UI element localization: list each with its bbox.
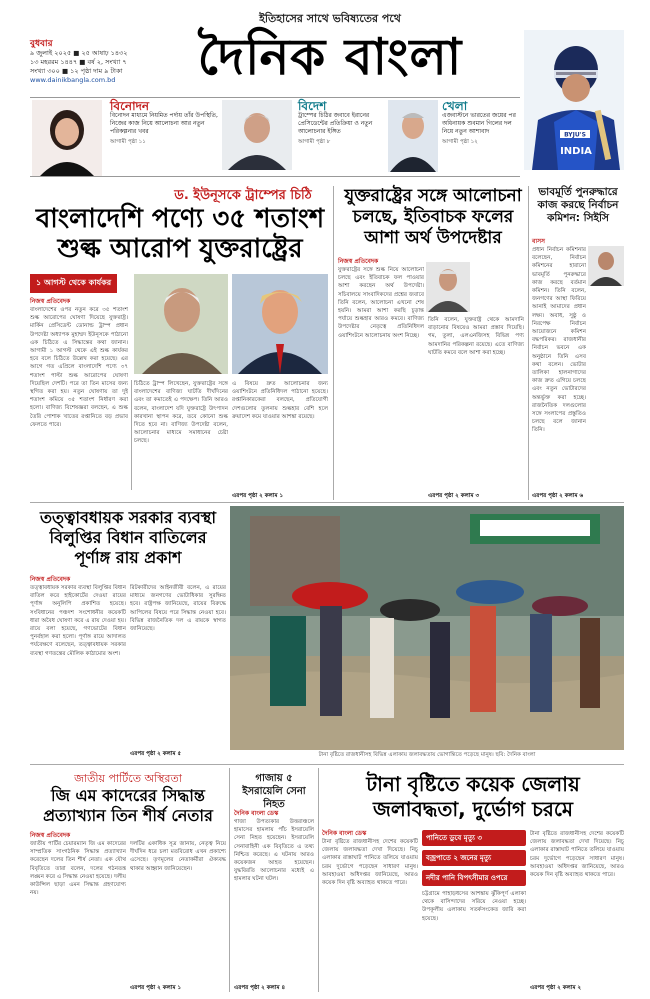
effective-date-tag: ১ আগস্ট থেকে কার্যকর [30,274,117,293]
rain-bullets [422,830,526,886]
actress-photo[interactable] [32,100,102,176]
section-rule [318,768,319,992]
rain-bullet: নদীর পানি বিপৎসীমার ওপরে [422,870,526,886]
section-rule [528,186,529,500]
trump-photo[interactable] [232,274,328,374]
lead-col-1: বাংলাদেশের ওপর নতুন করে ৩৫ শতাংশ শুল্ক আরোপের ঘোষণা দিয়েছে যুক্তরাষ্ট্র। মার্কিন প্রেসিডেন্ট ডোনাল্ড ট্রাম্প প্রধান উপদেষ্টা অধ্যাপক মুহাম্মদ ইউনূসকে পাঠানো এক চিঠিতে এ সিদ্ধান্তের কথা জানান। আগামী ১ আগস্ট থেকে এই শুল্ক কার্যকর হবে বলে চিঠিতে উল্লেখ করা হয়েছে। এর আগে গত এপ্রিলে বাংলাদেশি পণ্যে ৩৭ শতাংশ পাল্টা শুল্ক আরোপের ঘোষণা দিয়েছিল দেশটি। পরে তা তিন মাসের জন্য স্থগিত করা হয়। নতুন ঘোষণায় তা দুই শতাংশ কমিয়ে ৩৫ শতাংশ নির্ধারণ করা হলো। বাণিজ্য বিশেষজ্ঞরা বলছেন, এ শুল্ক তৈরি পোশাক খাতের রপ্তানিতে বড় প্রভাব ফেলতে পারে। [30,307,128,428]
tagline: ইতিহাসের সাথে ভবিষ্যতের পথে [259,12,401,25]
rain-col-1: টানা বৃষ্টিতে রাজধানীসহ দেশের কয়েকটি জেলায় জলাবদ্ধতা দেখা দিয়েছে। নিচু এলাকার রাস্তাঘাট পানিতে তলিয়ে যাওয়ায় চরম দুর্ভোগে পড়েছেন সাধারণ মানুষ। আবহাওয়া অধিদপ্তর জানিয়েছে, আরও কয়েক দিন বৃষ্টি অব্যাহত থাকতে পারে। [322,839,418,887]
caretaker-col-1: তত্ত্বাবধায়ক সরকার ব্যবস্থা বিলুপ্তির বিধান বাতিল করে হাইকোর্টের দেওয়া রায়ের পূর্ণাঙ্গ অনুলিপি প্রকাশিত হয়েছে। সংবিধানের পঞ্চদশ সংশোধনীর কয়েকটি ধারা অবৈধ ঘোষণা করে এ রায় দেওয়া হয়। রায়ে বলা হয়েছে, গণভোটের বিধান পুনর্বহাল করা হলো। পূর্ণাঙ্গ রায়ে আদালত পর্যবেক্ষণে বলেছেন, তত্ত্বাবধায়ক সরকার ব্যবস্থা গণতন্ত্রের মৌলিক কাঠামোর অংশ। [30,585,126,657]
rain-continue[interactable]: এরপর পৃষ্ঠা ২ কলাম ২ [530,985,582,991]
lead-byline: নিজস্ব প্রতিবেদক [30,298,71,305]
second-headline-line1: যুক্তরাষ্ট্রের সঙ্গে আলোচনা [344,186,522,206]
caretaker-headline-line1: তত্ত্বাবধায়ক সরকার ব্যবস্থা [40,508,216,527]
jp-col-2: দলটির একাধিক সূত্র জানায়, নেতৃত্ব নিয়ে দীর্ঘদিন ধরে চলা মতবিরোধ এখন প্রকাশ্যে এসেছে। তৃণমূলের নেতাকর্মীরা ঐক্যবদ্ধ থাকার আহ্বান জানিয়েছেন। [130,841,226,872]
ec-headline[interactable]: ভাবমূর্তি পুনরুদ্ধারে কাজ করছে নির্বাচন কমিশন: সিইসি [537,186,619,224]
column-rule [131,380,132,490]
strip-caption: আগামী পৃষ্ঠা ১১ [110,139,146,145]
strip-text: বিনোদন মাধ্যমে নিয়মিত পর্দায় তাঁর উপস্থিতি, নিজের কাজ নিয়ে আলোচনা আর নতুন পরিকল্পনার খবর [110,112,218,135]
president-photo[interactable] [222,100,292,170]
ec-col: প্রধান নির্বাচন কমিশনার বলেছেন, নির্বাচন কমিশনের হারানো ভাবমূর্তি পুনরুদ্ধারে কাজ করছে বর্তমান কমিশন। তিনি বলেন, জনগণের আস্থা ফিরিয়ে আনাই আমাদের প্রধান লক্ষ্য। অবাধ, সুষ্ঠু ও নিরপেক্ষ নির্বাচন আয়োজনে কমিশন বদ্ধপরিকর। রাজধানীর নির্বাচন ভবনে এক অনুষ্ঠানে তিনি এসব কথা বলেন। ভোটার তালিকা হালনাগাদের কাজ দ্রুত এগিয়ে চলছে এবং নতুন ভোটারদের অন্তর্ভুক্ত করা হচ্ছে। রাজনৈতিক দলগুলোর সঙ্গে সংলাপের প্রস্তুতিও চলছে বলে জানান তিনি। [532,247,586,434]
second-byline: নিজস্ব প্রতিবেদক [338,258,379,265]
second-continue[interactable]: এরপর পৃষ্ঠা ২ কলাম ৩ [428,493,480,499]
rain-headline-line2: জলাবদ্ধতা, দুর্ভোগ চরমে [372,797,573,821]
second-col-2: তিনি বলেন, যুক্তরাষ্ট্র থেকে আমদানি বাড়ানোর বিষয়েও আমরা প্রস্তাব দিয়েছি। গম, তুলা, এলএনজিসহ বিভিন্ন পণ্য আমদানির পরিকল্পনা রয়েছে। এতে বাণিজ্য ঘাটতি কমবে বলে আশা করা হচ্ছে। [428,317,524,356]
strip-kicker: খেলা [442,99,468,113]
lead-col-2: চিঠিতে ট্রাম্প লিখেছেন, যুক্তরাষ্ট্রের সঙ্গে বাংলাদেশের বাণিজ্য ঘাটতি দীর্ঘদিনের এবং তা কমাতেই এ পদক্ষেপ। তিনি আরও বলেন, বাংলাদেশ যদি যুক্তরাষ্ট্রে উৎপাদন কারখানা স্থাপন করে, তবে কোনো শুল্ক দিতে হবে না। বাণিজ্য উপদেষ্টা বলেন, আলোচনার মাধ্যমে সমাধানের চেষ্টা চলছে। [134,381,228,445]
caretaker-headline[interactable] [30,508,226,568]
jp-continue[interactable]: এরপর পৃষ্ঠা ২ কলাম ১ [130,985,182,991]
date-bangla: ৯ জুলাই ২০২৫ ■ ২৫ আষাঢ় ১৪৩২ [30,49,128,57]
advisor-photo[interactable] [426,262,470,312]
caretaker-continue[interactable]: এরপর পৃষ্ঠা ২ কলাম ৫ [130,751,182,757]
flood-photo-caption: টানা বৃষ্টিতে রাজধানীসহ বিভিন্ন এলাকায় জলাবদ্ধতায় ভোগান্তিতে পড়েছে মানুষ। ছবি: দৈনিক বাংলা [318,752,536,758]
cec-photo[interactable] [588,246,624,286]
date-hijri: ১৩ মহররম ১৪৪৭ ■ বর্ষ ২, সংখ্যা ৭ [30,58,127,66]
lead-kicker: ড. ইউনূসকে ট্রাম্পের চিঠি [174,188,312,203]
rain-headline-line1: টানা বৃষ্টিতে কয়েক জেলায় [366,772,580,796]
strip-world[interactable] [298,99,386,172]
yunus-photo[interactable] [134,274,228,374]
rain-headline[interactable] [322,772,624,822]
brand-logo: দৈনিক বাংলা [197,27,463,86]
strip-caption: আগামী পৃষ্ঠা ১২ [442,139,478,145]
strip-kicker: বিদেশ [298,99,327,113]
rain-col-3: টানা বৃষ্টিতে রাজধানীসহ দেশের কয়েকটি জেলায় জলাবদ্ধতা দেখা দিয়েছে। নিচু এলাকার রাস্তাঘাট পানিতে তলিয়ে যাওয়ায় চরম দুর্ভোগে পড়েছেন সাধারণ মানুষ। আবহাওয়া অধিদপ্তর জানিয়েছে, আরও কয়েক দিন বৃষ্টি অব্যাহত থাকতে পারে। [530,831,624,879]
second-headline-line3: আশা অর্থ উপদেষ্টার [364,228,502,248]
rain-col-2: চট্টগ্রামে পাহাড়ধসের আশঙ্কায় ঝুঁকিপূর্ণ এলাকা থেকে বাসিন্দাদের সরিয়ে নেওয়া হচ্ছে। উপকূলীয় এলাকায় সতর্কসংকেত জারি করা হয়েছে। [422,891,526,922]
section-rule [333,186,334,500]
strip-text: এজবাস্টনে ভারতের জয়ের পর অধিনায়ক শুবমান গিলের দল নিয়ে নতুন আশাবাদ [442,112,516,135]
pm-photo[interactable] [388,100,438,172]
lead-continue[interactable]: এরপর পৃষ্ঠা ২ কলাম ১ [232,493,284,499]
lead-headline[interactable] [30,204,330,264]
jp-headline-line1: জি এম কাদেরের সিদ্ধান্ত [51,786,205,805]
jp-headline-line2: প্রত্যাখ্যান তিন শীর্ষ নেতার [43,806,213,825]
cricket-player-image[interactable] [524,30,624,170]
lead-headline-line2: শুল্ক আরোপ যুক্তরাষ্ট্রের [57,234,303,264]
lead-col-3: এ বিষয়ে দ্রুত আলোচনার জন্য ওয়াশিংটনে প্রতিনিধিদল পাঠানো হয়েছে। রপ্তানিকারকেরা বলছেন, প্রতিযোগী দেশগুলোর তুলনায় শুল্কহার বেশি হলে ক্রয়াদেশ কমে যাওয়ার আশঙ্কা রয়েছে। [232,381,328,420]
section-rule [30,764,624,765]
issue-info: সংখ্যা ৩০০ ■ ১২ পৃষ্ঠা দাম ৯ টাকা [30,67,123,75]
strip-kicker: বিনোদন [110,99,150,113]
date-box [30,40,152,85]
jp-kicker: জাতীয় পার্টিতে অস্থিরতা [74,772,182,785]
flood-photo[interactable] [230,506,624,750]
section-rule [229,768,230,992]
section-rule [30,502,624,503]
jp-byline: নিজস্ব প্রতিবেদক [30,832,71,839]
gaza-col: গাজা উপত্যকার উত্তরাঞ্চলে হামাসের হামলায় পাঁচ ইসরায়েলি সেনা নিহত হয়েছেন। ইসরায়েলি সেনাবাহিনী এক বিবৃতিতে এ তথ্য নিশ্চিত করেছে। এ ঘটনায় আরও কয়েকজন আহত হয়েছেন। যুদ্ধবিরতি আলোচনার মধ্যেই এ হামলার ঘটনা ঘটল। [234,819,314,883]
caretaker-byline: নিজস্ব প্রতিবেদক [30,576,71,583]
rain-byline: দৈনিক বাংলা ডেস্ক [322,830,367,837]
day-name: বুধবার [30,39,53,49]
svg-text:INDIA: INDIA [560,146,592,157]
strip-entertainment[interactable] [110,99,218,172]
gaza-byline: দৈনিক বাংলা ডেস্ক [234,810,279,817]
strip-sports[interactable] [442,99,518,172]
strip-text: ট্রাম্পের চিঠির জবাবে ইরানের প্রেসিডেন্টের প্রতিক্রিয়া ও নতুন আলোচনার ইঙ্গিত [298,112,373,135]
second-headline-line2: চলছে, ইতিবাচক ফলের [352,207,514,227]
ec-byline: বাসস [532,238,546,245]
caretaker-headline-line2: বিলুপ্তির বিধান বাতিলের [49,528,207,547]
jp-col-1: জাতীয় পার্টির চেয়ারম্যান জি এম কাদেরের সাম্প্রতিক সাংগঠনিক সিদ্ধান্ত প্রত্যাখ্যান করেছেন দলের তিন শীর্ষ নেতা। এক যৌথ বিবৃতিতে তারা বলেন, দলের গঠনতন্ত্র লঙ্ঘন করে এ সিদ্ধান্ত নেওয়া হয়েছে। দলীয় কাউন্সিল ছাড়া এমন সিদ্ধান্ত গ্রহণযোগ্য নয়। [30,841,126,897]
website-link[interactable]: www.dainikbangla.com.bd [30,76,116,84]
strip-caption: আগামী পৃষ্ঠা ৮ [298,139,331,145]
rain-bullet: পানিতে ডুবে মৃত্যু ৩ [422,830,526,846]
jp-headline[interactable] [30,786,226,826]
feature-strip [30,97,520,177]
second-col-1: যুক্তরাষ্ট্রের সঙ্গে শুল্ক নিয়ে আলোচনা চলছে এবং ইতিবাচক ফল পাওয়ার আশা করছেন অর্থ উপদেষ্টা। সচিবালয়ে সাংবাদিকদের প্রশ্নের জবাবে তিনি বলেন, আলোচনা এখনো শেষ হয়নি। আমরা আশা করছি চূড়ান্ত পর্যায়ে শুল্কহার আরও কমবে। বাণিজ্য উপদেষ্টার নেতৃত্বে প্রতিনিধিদল ওয়াশিংটনে আলোচনায় অংশ নিচ্ছে। [338,267,424,339]
second-headline[interactable] [338,186,528,249]
svg-text:BYJU'S: BYJU'S [564,131,586,139]
rain-bullet: বজ্রপাতে ২ জনের মৃত্যু [422,850,526,866]
lead-headline-line1: বাংলাদেশি পণ্যে ৩৫ শতাংশ [35,204,325,234]
gaza-headline[interactable]: গাজায় ৫ ইসরায়েলি সেনা নিহত [242,773,306,810]
caretaker-headline-line3: পূর্ণাঙ্গ রায় প্রকাশ [74,548,182,567]
caretaker-col-2: রিটকারীদের আইনজীবী বলেন, এ রায়ের মাধ্যমে জনগণের ভোটাধিকার সুরক্ষিত হবে। রাষ্ট্রপক্ষ জানিয়েছে, রায়ের বিরুদ্ধে আপিলের বিষয়ে পরে সিদ্ধান্ত নেওয়া হবে। বিভিন্ন রাজনৈতিক দল এ রায়কে স্বাগত জানিয়েছে। [130,585,226,633]
gaza-continue[interactable]: এরপর পৃষ্ঠা ২ কলাম ৪ [234,985,286,991]
ec-continue[interactable]: এরপর পৃষ্ঠা ২ কলাম ৬ [532,493,584,499]
